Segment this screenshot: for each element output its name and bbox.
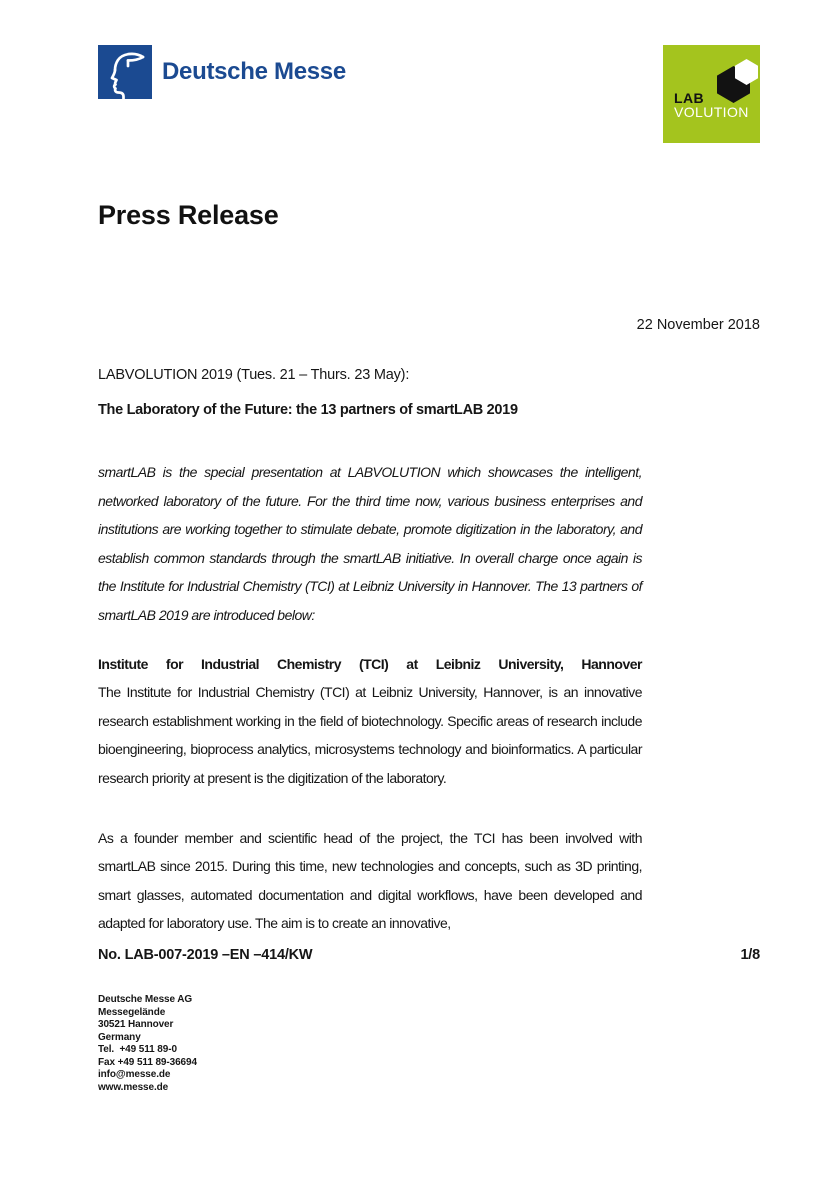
address-company: Deutsche Messe AG: [98, 993, 193, 1005]
section-heading: Institute for Industrial Chemistry (TCI) at Leibniz University, Hannover: [98, 655, 642, 672]
page-title: Press Release: [98, 200, 279, 230]
address-grounds: Messegelände: [98, 1006, 166, 1018]
labvolution-logo-line2: VOLUTION: [674, 104, 749, 120]
deutsche-messe-logo: [98, 45, 346, 99]
headline: The Laboratory of the Future: the 13 partners of smartLAB 2019: [98, 402, 518, 418]
address-country: Germany: [98, 1031, 141, 1043]
labvolution-logo: [663, 45, 760, 143]
address-fax: Fax +49 511 89-36694: [98, 1056, 197, 1068]
release-date: 22 November 2018: [636, 317, 760, 333]
address-email: info@messe.de: [98, 1069, 171, 1081]
address-tel: Tel. +49 511 89-0: [98, 1044, 177, 1056]
deutsche-messe-icon: [98, 45, 152, 99]
letterhead: [98, 45, 760, 143]
labvolution-logo-line1: LAB: [674, 90, 704, 106]
address-city: 30521 Hannover: [98, 1019, 174, 1031]
document-footer: [98, 946, 760, 965]
document-number: No. LAB-007-2019 –EN –414/KW: [98, 946, 313, 963]
company-address-block: [98, 994, 760, 1095]
paragraph-founder-member: As a founder member and scientific head of the project, the TCI has been involved with smartLAB since 2015. During this time, new technologies and concepts, such as 3D printing, smart glasses, automated documentation and digital workflows, have been developed and adapted for laboratory use. The aim is to create an innovative,: [98, 829, 642, 932]
deutsche-messe-wordmark: Deutsche Messe: [162, 58, 346, 85]
section-institute: [98, 650, 760, 793]
labvolution-logo-text: [674, 91, 749, 119]
event-line: LABVOLUTION 2019 (Tues. 21 – Thurs. 23 May):: [98, 367, 410, 383]
page-content: [98, 45, 760, 1095]
lead-paragraph: smartLAB is the special presentation at LABVOLUTION which showcases the intelligent, networked laboratory of the future. For the third time now, various business enterprises and institutions are working together to stimulate debate, promote digitization in the laboratory, and establish common standards through the smartLAB initiative. In overall charge once again is the Institute for Industrial Chemistry (TCI) at Leibniz University in Hannover. The 13 partners of smartLAB 2019 are introduced below:: [98, 464, 642, 623]
address-website: www.messe.de: [98, 1082, 169, 1094]
page-number: 1/8: [740, 946, 760, 963]
section-body: The Institute for Industrial Chemistry (TCI) at Leibniz University, Hannover, is an innovative research establishment working in the field of biotechnology. Specific areas of research include bioengineering, bioprocess analytics, microsystems technology and bioinformatics. A particular research priority at present is the digitization of the laboratory.: [98, 684, 642, 786]
